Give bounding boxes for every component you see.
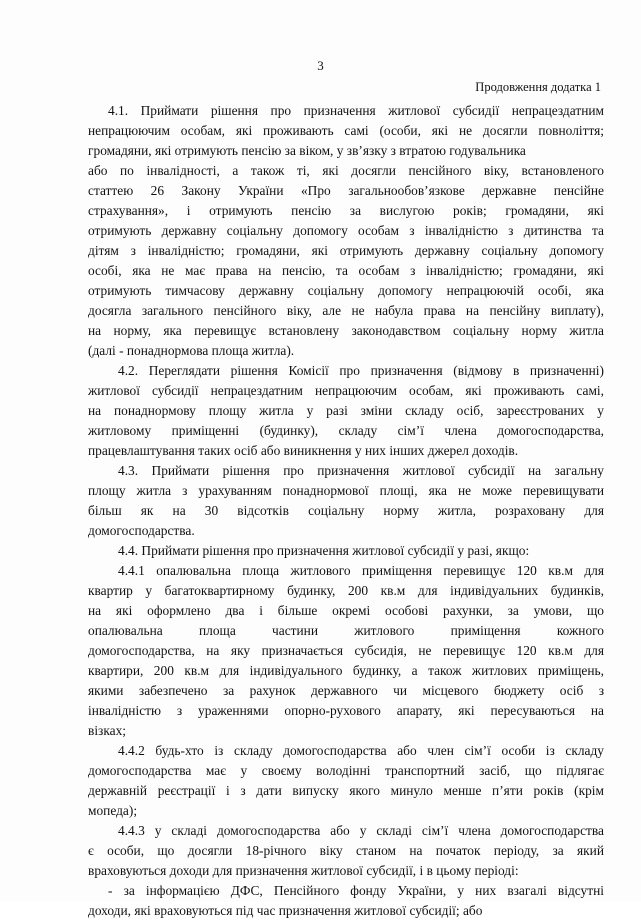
text-line: опалювальна площа частини житлового приміщення кожного	[88, 623, 604, 638]
text-line: інвалідністю з ураженнями опорно-рухового апарату, які пересуваються на	[88, 703, 604, 718]
text-line: 4.4.3 у складі домогосподарства або у складі сім’ї члена домогосподарства	[118, 823, 604, 838]
text-line: є особи, що досягли 18-річного віку станом на початок періоду, за який	[88, 843, 604, 858]
text-line: 4.1. Приймати рішення про призначення житлової субсидії непрацездатним	[108, 103, 604, 118]
text-line: громадяни, які отримують пенсію за віком, у зв’язку з втратою годувальника	[88, 143, 526, 158]
text-line: 4.2. Переглядати рішення Комісії про призначення (відмову в призначенні)	[118, 363, 604, 378]
text-line: домогосподарства має у своєму володінні транспортний засіб, що підлягає	[88, 763, 604, 778]
text-line: більш як на 30 відсотків соціальну норму житла, розраховану для	[88, 503, 604, 518]
page-number: 3	[317, 58, 324, 73]
text-line: або по інвалідності, а також ті, які досягли пенсійного віку, встановленого	[88, 163, 604, 178]
text-line: 4.3. Приймати рішення про призначення житлової субсидії на загальну	[118, 463, 604, 478]
text-line: площу житла з урахуванням понаднормової площі, яка не може перевищувати	[88, 483, 604, 498]
text-line: 4.4.1 опалювальна площа житлового приміщення перевищує 120 кв.м для	[118, 563, 604, 578]
continuation-label: Продовження додатка 1	[475, 80, 601, 94]
text-line: на норму, яка перевищує встановлену законодавством соціальну норму житла	[88, 323, 604, 338]
text-line: статтею 26 Закону України «Про загальнообов’язкове державне пенсійне	[88, 183, 604, 198]
text-line: домогосподарства.	[88, 523, 195, 538]
text-line: працевлаштування таких осіб або виникнення у них інших джерел доходів.	[88, 443, 519, 458]
text-line: квартири, 200 кв.м для індивідуального будинку, а також житлових приміщень,	[88, 663, 604, 678]
text-line: (далі - понаднормова площа житла).	[88, 343, 295, 358]
text-line: мопеда);	[88, 803, 138, 818]
text-line: особі, яка не має права на пенсію, та особам з інвалідністю; громадяни, які	[88, 263, 604, 278]
text-line: квартир у багатоквартирному будинку, 200 кв.м для індивідуальних будинків,	[88, 583, 604, 598]
text-line: житлової субсидії непрацездатним непрацюючим особам, які проживають самі,	[88, 383, 604, 398]
text-line: якими забезпечено за рахунок державного чи місцевого бюджету осіб з	[88, 683, 604, 698]
text-line: державній реєстрації і з дати випуску якого минуло менше п’яти років (крім	[88, 783, 604, 798]
text-line: досягла загального пенсійного віку, але не набула права на пенсійну виплату),	[88, 303, 604, 318]
text-line: враховуються доходи для призначення житлової субсидії, і в цьому періоді:	[88, 863, 519, 878]
text-line: непрацюючим особам, які проживають самі (особи, які не досягли повноліття;	[88, 123, 604, 138]
text-line: страхування», і отримують пенсію за вислугою років; громадяни, які	[88, 203, 604, 218]
text-line: житловому приміщенні (будинку), складу сім’ї члена домогосподарства,	[88, 423, 604, 438]
text-line: на понаднормову площу житла у разі зміни складу осіб, зареєстрованих у	[88, 403, 604, 418]
text-line: 4.4.2 будь-хто із складу домогосподарства або член сім’ї особи із складу	[118, 743, 604, 758]
text-line: на які оформлено два і більше окремі особові рахунки, за умови, що	[88, 603, 604, 618]
text-line: візках;	[88, 723, 126, 738]
text-line: домогосподарства, на яку призначається субсидія, не перевищує 120 кв.м для	[88, 643, 604, 658]
text-line: отримують державну соціальну допомогу особам з інвалідністю з дитинства та	[88, 223, 604, 238]
document-body	[88, 101, 604, 921]
text-line: 4.4. Приймати рішення про призначення житлової субсидії у разі, якщо:	[118, 543, 530, 558]
text-line: доходи, які враховуються під час призначення житлової субсидії; або	[88, 903, 483, 918]
text-line: отримують тимчасову державну соціальну допомогу непрацюючій особі, яка	[88, 283, 604, 298]
text-line: - за інформацією ДФС, Пенсійного фонду України, у них взагалі відсутні	[108, 883, 604, 898]
text-line: дітям з інвалідністю; громадяни, які отримують державну соціальну допомогу	[88, 243, 604, 258]
